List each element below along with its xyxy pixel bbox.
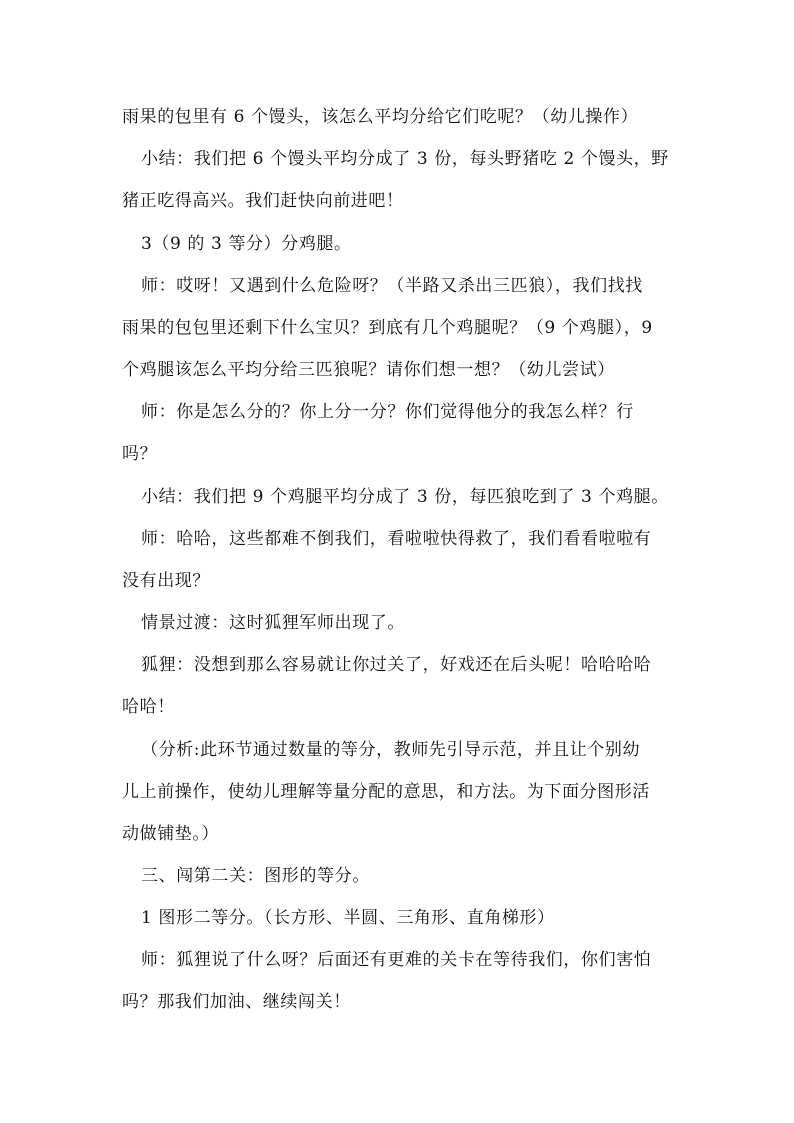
paragraph-line: 吗？ [122,444,158,464]
paragraph-line: 雨果的包里有 6 个馒头，该怎么平均分给它们吃呢？（幼儿操作） [122,107,639,127]
paragraph-line: 师：哎呀！又遇到什么危险呀？（半路又杀出三匹狼），我们找找 [141,276,643,296]
section-heading: 3（9 的 3 等分）分鸡腿。 [141,234,352,254]
analysis-note: （分析:此环节通过数量的等分，教师先引导示范，并且让个别幼 [141,740,641,760]
paragraph-line: 狐狸：没想到那么容易就让你过关了，好戏还在后头呢！哈哈哈哈 [141,655,652,675]
paragraph-line: 情景过渡：这时狐狸军师出现了。 [141,613,405,633]
paragraph-line: 雨果的包包里还剩下什么宝贝？到底有几个鸡腿呢？（9 个鸡腿），9 [122,318,653,338]
paragraph-line: 师：狐狸说了什么呀？后面还有更难的关卡在等待我们，你们害怕 [141,950,652,970]
paragraph-line: 小结：我们把 9 个鸡腿平均分成了 3 份，每匹狼吃到了 3 个鸡腿。 [141,487,669,507]
paragraph-line: 猪正吃得高兴。我们赶快向前进吧！ [122,191,404,211]
paragraph-line: 师：你是怎么分的？你上分一分？你们觉得他分的我怎么样？行 [141,402,634,422]
section-heading: 1 图形二等分。（长方形、半圆、三角形、直角梯形） [141,908,555,928]
analysis-note: 儿上前操作，使幼儿理解等量分配的意思，和方法。为下面分图形活 [122,782,650,802]
paragraph-line: 没有出现？ [122,571,210,591]
analysis-note: 动做铺垫。） [122,824,220,844]
paragraph-line: 师：哈哈，这些都难不倒我们，看啦啦快得救了，我们看看啦啦有 [141,529,652,549]
paragraph-line: 小结：我们把 6 个馒头平均分成了 3 份，每头野猪吃 2 个馒头，野 [141,149,669,169]
paragraph-line: 吗？那我们加油、继续闯关！ [122,992,351,1012]
paragraph-line: 个鸡腿该怎么平均分给三匹狼呢？请你们想一想？（幼儿尝试） [122,360,615,380]
paragraph-line: 哈哈！ [122,697,175,717]
section-heading: 三、闯第二关：图形的等分。 [141,866,370,886]
